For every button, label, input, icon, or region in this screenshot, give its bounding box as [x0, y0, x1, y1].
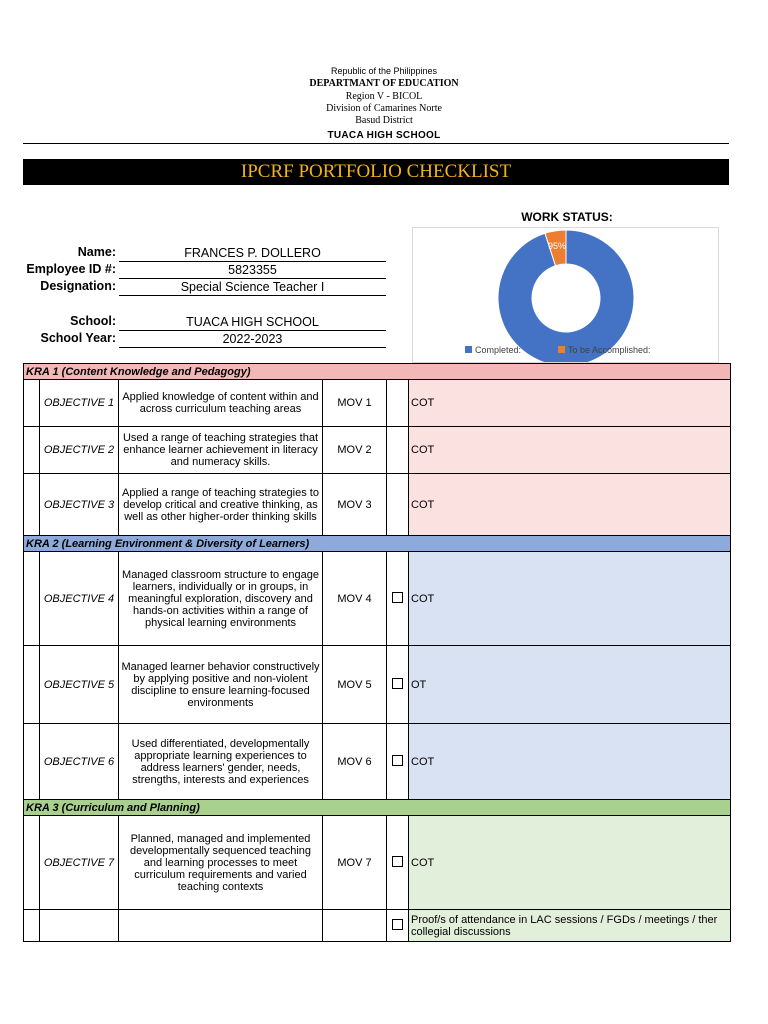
- division-text: Division of Camarines Norte: [326, 103, 442, 114]
- designation-value: Special Science Teacher I: [119, 279, 386, 296]
- name-label: Name:: [77, 245, 116, 259]
- donut-chart: [413, 228, 718, 362]
- work-status-title: WORK STATUS:: [521, 210, 613, 224]
- checkbox-cell: [387, 552, 409, 646]
- objective-description: Managed learner behavior constructively by applying positive and non-violent discipline to ensure learning-focused environments: [119, 646, 323, 724]
- kra-title: KRA 1 (Content Knowledge and Pedagogy): [24, 364, 731, 380]
- objective-description: Used differentiated, developmentally appropriate learning experiences to address learners' gender, needs, strengths, interests and experiences: [119, 724, 323, 800]
- school-header-text: TUACA HIGH SCHOOL: [327, 130, 441, 141]
- objective-label: OBJECTIVE 3: [40, 474, 119, 536]
- mov-label: MOV 3: [323, 474, 387, 536]
- objective-label: OBJECTIVE 1: [40, 380, 119, 427]
- mov-label: [323, 910, 387, 942]
- checkbox-cell: [387, 646, 409, 724]
- cot-cell: COT: [409, 552, 731, 646]
- objective-row: [24, 816, 731, 910]
- mov-label: MOV 1: [323, 380, 387, 427]
- objective-description: Used a range of teaching strategies that enhance learner achievement in literacy and numeracy skills.: [119, 427, 323, 474]
- legend-completed: Completed:: [475, 345, 522, 355]
- school-label: School:: [70, 314, 116, 328]
- row-spacer: [24, 910, 40, 942]
- checkbox-cell: [387, 380, 409, 427]
- kra-header-row: [24, 800, 731, 816]
- row-spacer: [24, 816, 40, 910]
- designation-label: Designation:: [40, 279, 116, 293]
- objective-description: Planned, managed and implemented developmentally sequenced teaching and learning processes to meet curriculum requirements and varied teaching contexts: [119, 816, 323, 910]
- checkbox-cell: [387, 427, 409, 474]
- objective-description: Applied a range of teaching strategies to develop critical and creative thinking, as well as other higher-order thinking skills: [119, 474, 323, 536]
- cot-cell: COT: [409, 380, 731, 427]
- row-spacer: [24, 724, 40, 800]
- mov-checkbox[interactable]: [392, 755, 403, 766]
- mov-checkbox[interactable]: [392, 919, 403, 930]
- objective-row: [24, 474, 731, 536]
- school-value: TUACA HIGH SCHOOL: [119, 314, 386, 331]
- cot-cell: COT: [409, 816, 731, 910]
- objective-description: Managed classroom structure to engage learners, individually or in groups, in meaningful exploration, discovery and hands-on activities within a range of physical learning environments: [119, 552, 323, 646]
- page-title: IPCRF PORTFOLIO CHECKLIST: [23, 159, 729, 185]
- mov-checkbox[interactable]: [392, 678, 403, 689]
- objective-label: OBJECTIVE 7: [40, 816, 119, 910]
- objective-label: OBJECTIVE 6: [40, 724, 119, 800]
- department-text: DEPARTMANT OF EDUCATION: [309, 78, 459, 89]
- row-spacer: [24, 380, 40, 427]
- objective-row: [24, 910, 731, 942]
- mov-checkbox[interactable]: [392, 856, 403, 867]
- row-spacer: [24, 552, 40, 646]
- school-year-label: School Year:: [40, 331, 116, 345]
- kra-header-row: [24, 536, 731, 552]
- objective-description: [119, 910, 323, 942]
- cot-cell: COT: [409, 427, 731, 474]
- data-label-completed: 95%: [547, 241, 567, 251]
- objective-label: OBJECTIVE 4: [40, 552, 119, 646]
- name-value: FRANCES P. DOLLERO: [119, 245, 386, 262]
- objective-row: [24, 552, 731, 646]
- objective-label: [40, 910, 119, 942]
- row-spacer: [24, 427, 40, 474]
- legend-pending: To be Accomplished:: [568, 345, 651, 355]
- objective-row: [24, 724, 731, 800]
- objective-row: [24, 646, 731, 724]
- kra-title: KRA 3 (Curriculum and Planning): [24, 800, 731, 816]
- header-divider: [23, 143, 729, 144]
- checklist-table: [23, 363, 731, 942]
- district-text: Basud District: [355, 115, 413, 126]
- cot-cell: COT: [409, 474, 731, 536]
- checkbox-cell: [387, 816, 409, 910]
- legend-swatch-completed: [465, 346, 472, 353]
- legend-swatch-pending: [558, 346, 565, 353]
- school-year-value: 2022-2023: [119, 331, 386, 348]
- mov-label: MOV 2: [323, 427, 387, 474]
- objective-label: OBJECTIVE 2: [40, 427, 119, 474]
- work-status-chart: [412, 227, 719, 363]
- cot-cell: OT: [409, 646, 731, 724]
- checkbox-cell: [387, 910, 409, 942]
- objective-label: OBJECTIVE 5: [40, 646, 119, 724]
- cot-cell: Proof/s of attendance in LAC sessions / FGDs / meetings / ther collegial discussions: [409, 910, 731, 942]
- kra-header-row: [24, 364, 731, 380]
- employee-id-label: Employee ID #:: [26, 262, 116, 276]
- region-text: Region V - BICOL: [345, 91, 423, 102]
- mov-label: MOV 6: [323, 724, 387, 800]
- objective-row: [24, 427, 731, 474]
- cot-cell: COT: [409, 724, 731, 800]
- row-spacer: [24, 474, 40, 536]
- checkbox-cell: [387, 474, 409, 536]
- objective-description: Applied knowledge of content within and across curriculum teaching areas: [119, 380, 323, 427]
- mov-label: MOV 4: [323, 552, 387, 646]
- employee-id-value: 5823355: [119, 262, 386, 279]
- checkbox-cell: [387, 724, 409, 800]
- objective-row: [24, 380, 731, 427]
- kra-title: KRA 2 (Learning Environment & Diversity of Learners): [24, 536, 731, 552]
- republic-text: Republic of the Philippines: [330, 66, 438, 76]
- mov-label: MOV 5: [323, 646, 387, 724]
- mov-checkbox[interactable]: [392, 592, 403, 603]
- row-spacer: [24, 646, 40, 724]
- mov-label: MOV 7: [323, 816, 387, 910]
